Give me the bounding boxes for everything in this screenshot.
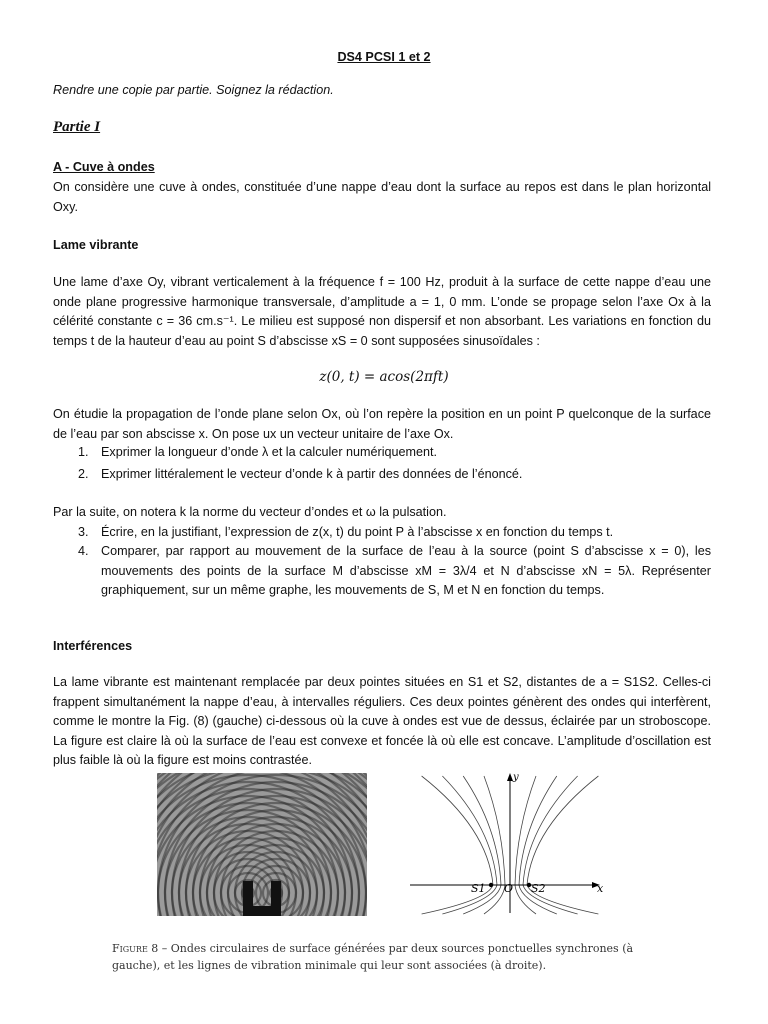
question-text: Comparer, par rapport au mouvement de la surface de l’eau à la source (point S d’abscisse x = 0), les mouvements des points de la surface M d’abscisse xM = 3λ/4 et N d’abscisse xN = 5λ. Représenter graphiquement, sur un même graphe, les mouvements de S, M et N en fonction du temps. (101, 544, 711, 597)
minimal-vibration-line (442, 885, 497, 914)
section-a-heading: A - Cuve à ondes (53, 160, 155, 174)
lame-paragraph-1: Une lame d’axe Oy, vibrant verticalement à la fréquence f = 100 Hz, produit à la surface de cette nappe d’eau une onde plane progressive harmonique transversale, d’amplitude a = 1, 0 mm. L’onde se propage selon l’axe Ox à la célérité constante c = 36 cm.s⁻¹. Le milieu est supposé non dispersif et non absorbant. Les variations en fonction du temps t de la hauteur d’eau au point S d’abscisse xS = 0 sont supposées sinusoïdales : (53, 275, 711, 348)
partie-heading: Partie I (53, 119, 101, 135)
s1-label: S1 (471, 882, 486, 895)
question-number: 3. (78, 525, 89, 539)
minimal-vibration-lines-diagram (405, 768, 615, 916)
question-text: Exprimer littéralement le vecteur d’onde k à partir des données de l’énoncé. (101, 467, 523, 481)
question-1 (78, 443, 711, 463)
interferences-text: La lame vibrante est maintenant remplacée par deux pointes situées en S1 et S2, distantes de a = S1S2. Celles-ci frappent simultanément la nappe d’eau, à intervalles réguliers. Ces deux pointes génèrent des ondes qui interfèrent, comme le montre la Fig. (8) (gauche) ci-dessous où la cuve à ondes est vue de dessus, éclairée par un stroboscope. La figure est claire là où la surface de l’eau est convexe et foncée là où elle est concave. L’amplitude d’oscillation est plus faible là où la figure est moins contrastée. (53, 675, 711, 767)
question-number: 2. (78, 467, 89, 481)
question-3 (78, 523, 711, 543)
interferences-heading: Interférences (53, 639, 133, 653)
question-number: 4. (78, 544, 89, 558)
pin-holder (243, 906, 281, 916)
y-axis-label: y (513, 772, 519, 783)
intro-line: Rendre une copie par partie. Soignez la rédaction. (53, 83, 334, 97)
wave-interference-image (157, 773, 367, 916)
question-number: 1. (78, 445, 89, 459)
figure-label: Figure 8 (112, 942, 159, 955)
lame-paragraph-3: Par la suite, on notera k la norme du vecteur d’ondes et ω la pulsation. (53, 505, 447, 519)
x-axis-label: x (597, 882, 604, 895)
source-s1-dot (489, 883, 493, 887)
question-4 (78, 542, 711, 601)
question-text: Écrire, en la justifiant, l’expression de z(x, t) du point P à l’abscisse x en fonction du temps t. (101, 525, 614, 539)
section-a-text: On considère une cuve à ondes, constituée d’une nappe d’eau dont la surface au repos est dans le plan horizontal Oxy. (53, 180, 711, 214)
lame-heading: Lame vibrante (53, 238, 139, 252)
s2-label: S2 (531, 882, 546, 895)
minimal-vibration-line (523, 776, 578, 885)
lame-paragraph-2: On étudie la propagation de l’onde plane selon Ox, où l’on repère la position en un point P quelconque de la surface de l’eau par son abscisse x. On pose ux un vecteur unitaire de l’axe Ox. (53, 407, 711, 441)
question-2 (78, 465, 711, 485)
origin-label: O (504, 882, 514, 895)
question-text: Exprimer la longueur d’onde λ et la calculer numériquement. (101, 445, 438, 459)
figure-caption (112, 940, 672, 974)
figure-caption-text: – Ondes circulaires de surface générées par deux sources ponctuelles synchrones (à gauche), et les lignes de vibration minimale qui leur sont associées (à droite). (112, 942, 634, 972)
equation: z(0, t) = acos(2πft) (319, 369, 449, 385)
page-title: DS4 PCSI 1 et 2 (337, 50, 431, 64)
minimal-vibration-line (442, 776, 497, 885)
